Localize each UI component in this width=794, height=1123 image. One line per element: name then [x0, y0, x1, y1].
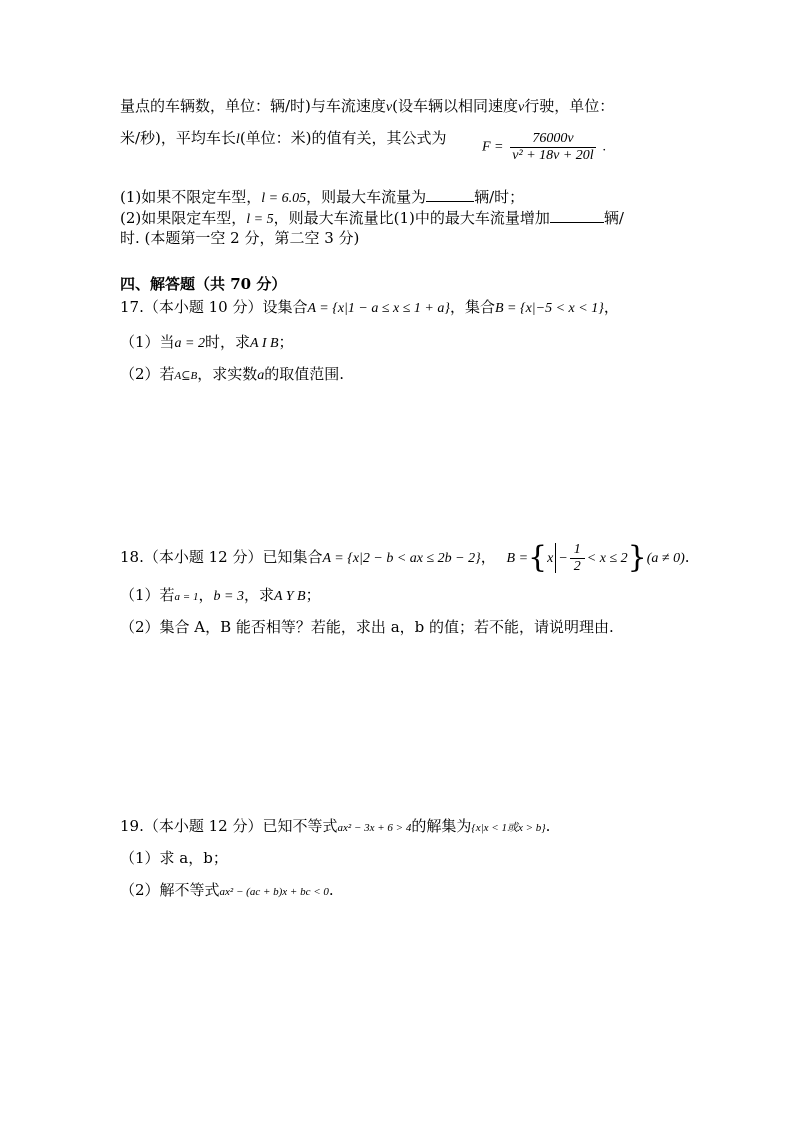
p17-stem — [120, 297, 619, 319]
p17-set-b: B = {x|−5 < x < 1} — [494, 301, 604, 316]
p16-q1-text-b: ，则最大车流量为 — [306, 188, 427, 206]
p17-sub2-b: ，求实数 — [197, 365, 258, 383]
p19-head: 19.（本小题 12 分）已知不等式 — [120, 817, 338, 835]
p16-line1 — [120, 96, 614, 118]
p18-sub1-a: （1）若 — [120, 586, 175, 604]
p19-stem — [120, 816, 550, 838]
p16-q1-text-c: 辆/时； — [474, 188, 525, 206]
p18-end: . — [684, 548, 690, 566]
p16-line1-text-b: (设车辆以相同速度 — [392, 97, 518, 115]
p18-set-b-minus: − — [558, 551, 568, 566]
p18-sub1-sep: ， — [198, 586, 214, 604]
p16-var-v-2: v — [518, 100, 525, 115]
p18-sub2: （2）集合 A，B 能否相等？若能，求出 a，b 的值；若不能，请说明理由. — [120, 618, 614, 636]
p16-q2-text-a: (2)如果限定车型， — [120, 209, 247, 227]
p18-right-brace: } — [627, 540, 647, 575]
p16-q1 — [120, 187, 524, 209]
p16-formula-numerator: 76000v — [510, 131, 595, 148]
p16-formula-lhs: F = — [482, 139, 504, 155]
p18-set-a: A = {x|2 − b < ax ≤ 2b − 2} — [322, 551, 481, 566]
p16-var-v: v — [385, 100, 393, 115]
p17-sub1-c: ； — [278, 333, 294, 351]
p17-mid: ，集合 — [449, 298, 495, 316]
p18-sub1-m1: a = 1 — [174, 591, 199, 603]
p18-sub1 — [120, 585, 321, 607]
p18-sub1-b: ，求 — [243, 586, 274, 604]
p19-solution-set: {x|x < 1或x > b} — [471, 822, 546, 834]
p16-q1-math: l = 6.05 — [261, 191, 307, 206]
p16-line1-text-a: 量点的车辆数，单位：辆/时)与车流速度 — [120, 97, 386, 115]
p19-sub1: （1）求 a，b； — [120, 849, 228, 867]
p17-sub1-math2: A I B — [250, 336, 279, 351]
p18-sub1-m3: A Y B — [273, 589, 306, 604]
p18-set-b-prefix: B = — [506, 551, 529, 566]
p18-half-numerator: 1 — [570, 542, 585, 559]
p17-sub2-math: A⊆B — [174, 370, 198, 382]
p18-sub1-m2: b = 3 — [213, 589, 244, 604]
p19-mid: 的解集为 — [411, 817, 472, 835]
p18-head: 18.（本小题 12 分）已知集合 — [120, 548, 323, 566]
p16-q2 — [120, 208, 624, 230]
p19-sub2-a: （2）解不等式 — [120, 881, 220, 899]
p18-set-b-rest: < x ≤ 2 — [586, 551, 628, 566]
p16-formula-end: . — [602, 139, 606, 155]
p17-sub1-math: a = 2 — [174, 336, 205, 351]
p19-sub2 — [120, 880, 334, 902]
p18-set-b-var: x — [547, 551, 554, 566]
p16-q1-text-a: (1)如果不限定车型， — [120, 188, 262, 206]
p18-sub1-c: ； — [305, 586, 321, 604]
p17-sub1-a: （1）当 — [120, 333, 175, 351]
p17-sub1 — [120, 332, 294, 354]
p17-sub2-c: 的取值范围. — [264, 365, 344, 383]
p18-left-brace: { — [528, 540, 548, 575]
p16-q2-math: l = 5 — [246, 212, 274, 227]
p18-sep: ， — [480, 548, 496, 566]
p16-formula — [482, 131, 606, 164]
p17-sub2-a: （2）若 — [120, 365, 175, 383]
p18-stem — [120, 537, 690, 579]
p16-formula-denominator: v² + 18v + 20l — [512, 148, 594, 163]
p16-q1-answer-blank[interactable] — [426, 187, 474, 202]
p16-q2-line2: 时. (本题第一空 2 分，第二空 3 分) — [120, 229, 360, 247]
p17-end: ， — [603, 298, 619, 316]
p18-half-denominator: 2 — [573, 558, 581, 574]
p17-sub2-var: a — [257, 368, 265, 383]
p19-sub2-math: ax² − (ac + b)x + bc < 0 — [219, 886, 329, 898]
p17-head: 17.（本小题 10 分）设集合 — [120, 298, 308, 316]
p16-q2-answer-blank[interactable] — [550, 208, 604, 223]
p19-sub2-b: . — [328, 881, 334, 899]
p16-line2-text-a: 米/秒)，平均车长 — [120, 129, 236, 147]
p16-var-l: l — [235, 132, 240, 147]
p16-formula-fraction — [510, 131, 595, 164]
p19-inequality: ax² − 3x + 6 > 4 — [337, 822, 412, 834]
p16-q2-text-b: ，则最大车流量比(1)中的最大车流量增加 — [273, 209, 550, 227]
p17-sub2 — [120, 364, 344, 386]
p16-line2-text-b: (单位：米)的值有关，其公式为 — [239, 129, 447, 147]
section4-title: 四、解答题（共 70 分） — [120, 275, 287, 293]
p17-set-a: A = {x|1 − a ≤ x ≤ 1 + a} — [307, 301, 450, 316]
p16-line1-text-c: 行驶，单位： — [524, 97, 615, 115]
p19-end: . — [545, 817, 551, 835]
p17-sub1-b: 时，求 — [205, 333, 251, 351]
p16-line2 — [120, 128, 447, 150]
p16-q2-text-c: 辆/ — [603, 209, 624, 227]
p18-half-fraction — [570, 542, 585, 575]
p18-set-b-bar — [555, 543, 556, 573]
p18-set-b-condition: (a ≠ 0) — [646, 551, 685, 566]
